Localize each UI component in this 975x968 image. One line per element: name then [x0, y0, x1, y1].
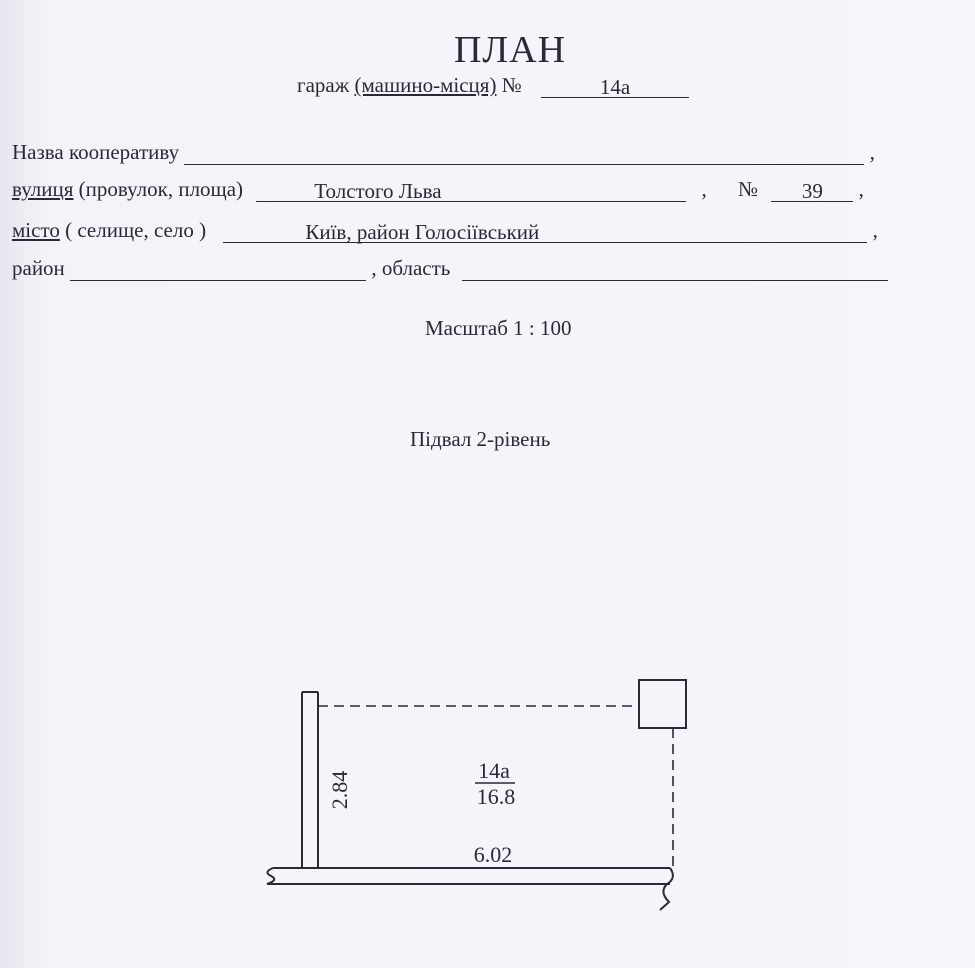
region-field [462, 258, 888, 281]
scale-label: Масштаб 1 : 100 [425, 316, 572, 340]
city-field [223, 220, 867, 243]
house-number-sign: № [738, 177, 759, 201]
street-sub-label: (провулок, площа) [78, 177, 244, 201]
document-subtitle [297, 73, 689, 98]
plan-garage-number: 14а [478, 758, 510, 783]
city-row: місто ( селище, село ) Київ, район Голосіївський , [12, 218, 878, 244]
street-field [256, 179, 686, 202]
right-break-mark [660, 868, 673, 910]
document-title: ПЛАН [453, 29, 567, 71]
garage-floor-plan [255, 670, 695, 920]
plan-width-dimension: 2.84 [327, 770, 352, 810]
plan-length-dimension: 6.02 [473, 842, 513, 867]
subtitle-kind: (машино-місця) [354, 73, 497, 97]
left-break-mark [267, 868, 274, 884]
column-square [639, 680, 686, 728]
district-row [12, 256, 888, 281]
coop-label: Назва кооперативу [12, 140, 180, 164]
coop-field [184, 142, 864, 165]
house-number-field: 39 [771, 179, 853, 202]
garage-number-field: 14а [541, 75, 689, 98]
region-label: , область [371, 256, 451, 280]
left-wall [302, 692, 318, 868]
coop-row: Назва кооперативу , [12, 140, 875, 164]
district-field [70, 258, 366, 281]
plan-area: 16.8 [476, 784, 516, 809]
street-label: вулиця [12, 177, 74, 201]
city-value: Київ, район Голосіївський [305, 220, 540, 244]
floor-label: Підвал 2-рівень [410, 427, 551, 451]
city-sub-label: ( селище, село ) [65, 218, 207, 242]
city-label: місто [12, 218, 60, 242]
district-label: район [12, 256, 65, 280]
street-row: вулиця (провулок, площа) Толстого Льва , № 39 , [12, 177, 864, 203]
subtitle-prefix: гараж [297, 73, 350, 97]
street-value: Толстого Льва [314, 179, 442, 203]
subtitle-number-sign: № [501, 73, 522, 97]
